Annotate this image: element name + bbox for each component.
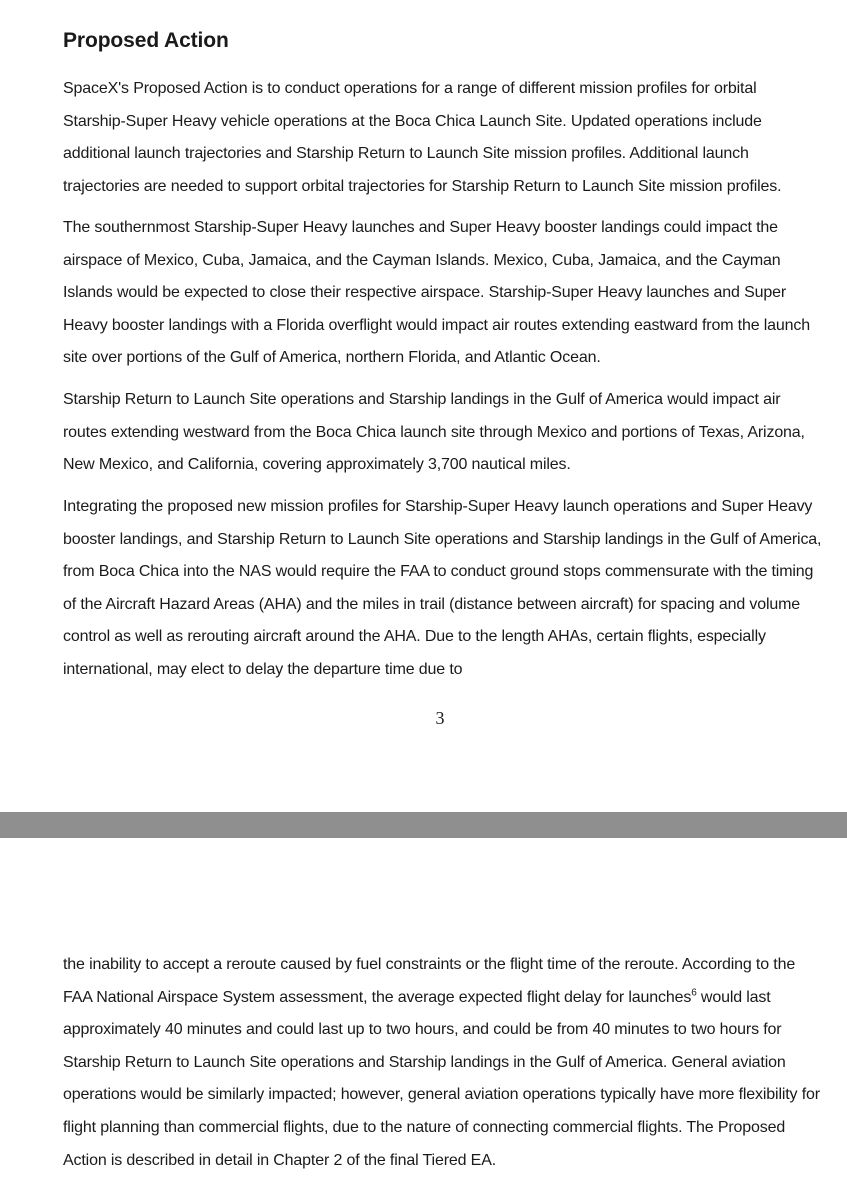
paragraph-return-to-launch-site: Starship Return to Launch Site operations and Starship landings in the Gulf of America would impact air routes extending westward from the Boca Chica launch site through Mexico and portions of Texas, Arizona, New Mexico, and California, covering approximately 3,700 nautical miles.	[63, 391, 805, 474]
footnote-reference[interactable]: 6	[691, 987, 697, 999]
paragraph-continuation	[63, 949, 823, 1177]
section-heading: Proposed Action	[63, 29, 229, 52]
continuation-text-start: the inability to accept a reroute caused by fuel constraints or the flight time of the reroute. According to the FAA National Airspace System assessment, the average expected flight delay for launches	[63, 956, 796, 1006]
continuation-text-end: would last approximately 40 minutes and could last up to two hours, and could be from 40 minutes to two hours for Starship Return to Launch Site operations and Starship landings in the Gulf of America. General aviation operations would be similarly impacted; however, general aviation operations typically have more flexibility for flight planning than commercial flights, due to the nature of connecting commercial flights. The Proposed Action is described in detail in Chapter 2 of the final Tiered EA.	[63, 988, 820, 1169]
paragraph-integration-nas: Integrating the proposed new mission profiles for Starship-Super Heavy launch operations and Super Heavy booster landings, and Starship Return to Launch Site operations and Starship landings in the Gulf of America, from Boca Chica into the NAS would require the FAA to conduct ground stops commensurate with the timing of the Aircraft Hazard Areas (AHA) and the miles in trail (distance between aircraft) for spacing and volume control as well as rerouting aircraft around the AHA. Due to the length AHAs, certain flights, especially international, may elect to delay the departure time due to	[63, 498, 822, 678]
page-number: 3	[435, 708, 445, 728]
paragraph-southernmost-launches: The southernmost Starship-Super Heavy launches and Super Heavy booster landings could impact the airspace of Mexico, Cuba, Jamaica, and the Cayman Islands. Mexico, Cuba, Jamaica, and the Cayman Islands would be expected to close their respective airspace. Starship-Super Heavy launches and Super Heavy booster landings with a Florida overflight would impact air routes extending eastward from the launch site over portions of the Gulf of America, northern Florida, and Atlantic Ocean.	[63, 219, 811, 367]
page-separator	[0, 812, 847, 838]
paragraph-proposed-action: SpaceX's Proposed Action is to conduct operations for a range of different mission profiles for orbital Starship-Super Heavy vehicle operations at the Boca Chica Launch Site. Updated operations include additional launch trajectories and Starship Return to Launch Site mission profiles. Additional launch trajectories are needed to support orbital trajectories for Starship Return to Launch Site mission profiles.	[63, 80, 782, 195]
